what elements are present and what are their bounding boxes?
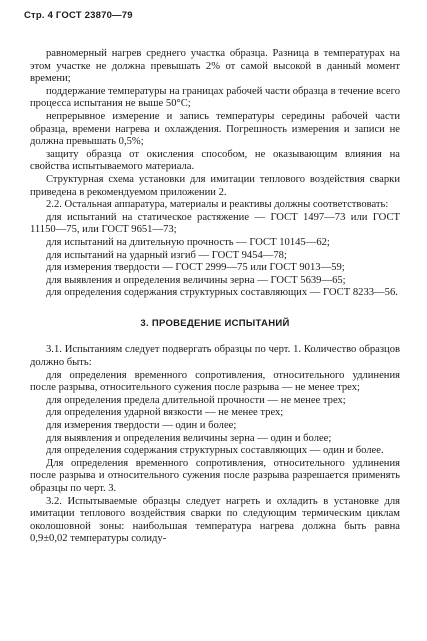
paragraph: для выявления и определения величины зерна — один и более; <box>46 432 332 444</box>
section-title: 3. ПРОВЕДЕНИЕ ИСПЫТАНИЙ <box>140 317 290 329</box>
paragraph: для выявления и определения величины зерна — ГОСТ 5639—65; <box>46 274 346 286</box>
page-header: Стр. 4 ГОСТ 23870—79 <box>24 10 133 21</box>
paragraph: для определения предела длительной прочности — не менее трех; <box>46 394 346 406</box>
paragraph: Для определения временного сопротивления, относительного удлинения после разрыва и относительного сужения после разрыва разрешается применять образцы по черт. 3. <box>30 457 400 494</box>
paragraph: Структурная схема установки для имитации теплового воздействия сварки приведена в рекомендуемом приложении 2. <box>30 173 400 198</box>
paragraph: для определения временного сопротивления, относительного удлинения после разрыва, относительного сужения после разрыва — не менее трех; <box>30 369 400 394</box>
paragraph: поддержание температуры на границах рабочей части образца в течение всего процесса испытания не выше 50°С; <box>30 85 400 110</box>
paragraph: непрерывное измерение и запись температуры середины рабочей части образца, времени нагрева и охлаждения. Погрешность измерения и записи не должна превышать 0,5%; <box>30 110 400 148</box>
paragraph: для испытаний на ударный изгиб — ГОСТ 9454—78; <box>46 249 287 261</box>
paragraph: для измерения твердости — ГОСТ 2999—75 или ГОСТ 9013—59; <box>46 262 345 274</box>
paragraph: равномерный нагрев среднего участка образца. Разница в температурах на этом участке не должна превышать 2% от самой высокой в данный момент времени; <box>30 48 400 85</box>
paragraph: для определения содержания структурных составляющих — один и более. <box>46 445 384 457</box>
paragraph: защиту образца от окисления способом, не оказывающим влияния на свойства испытываемого материала. <box>30 148 400 173</box>
paragraph: для измерения твердости — один и более; <box>46 420 237 432</box>
paragraph: для испытаний на длительную прочность — ГОСТ 10145—62; <box>46 236 330 248</box>
paragraph: 2.2. Остальная аппаратура, материалы и реактивы должны соответствовать: <box>46 199 389 211</box>
paragraph: 3.1. Испытаниям следует подвергать образцы по черт. 1. Количество образцов должно быть: <box>30 344 400 369</box>
paragraph: для испытаний на статическое растяжение — ГОСТ 1497—73 или ГОСТ 11150—75, или ГОСТ 9651—73; <box>30 211 400 236</box>
paragraph: для определения содержания структурных составляющих — ГОСТ 8233—56. <box>46 287 398 299</box>
document-body <box>30 48 400 546</box>
paragraph: для определения ударной вязкости — не менее трех; <box>46 407 284 419</box>
paragraph: 3.2. Испытываемые образцы следует нагреть и охладить в установке для имитации теплового воздействия сварки по следующим термическим циклам околошовной зоны: наибольшая температура нагрева должна быть равна 0,9±0,02 температуры солиду- <box>30 495 400 545</box>
